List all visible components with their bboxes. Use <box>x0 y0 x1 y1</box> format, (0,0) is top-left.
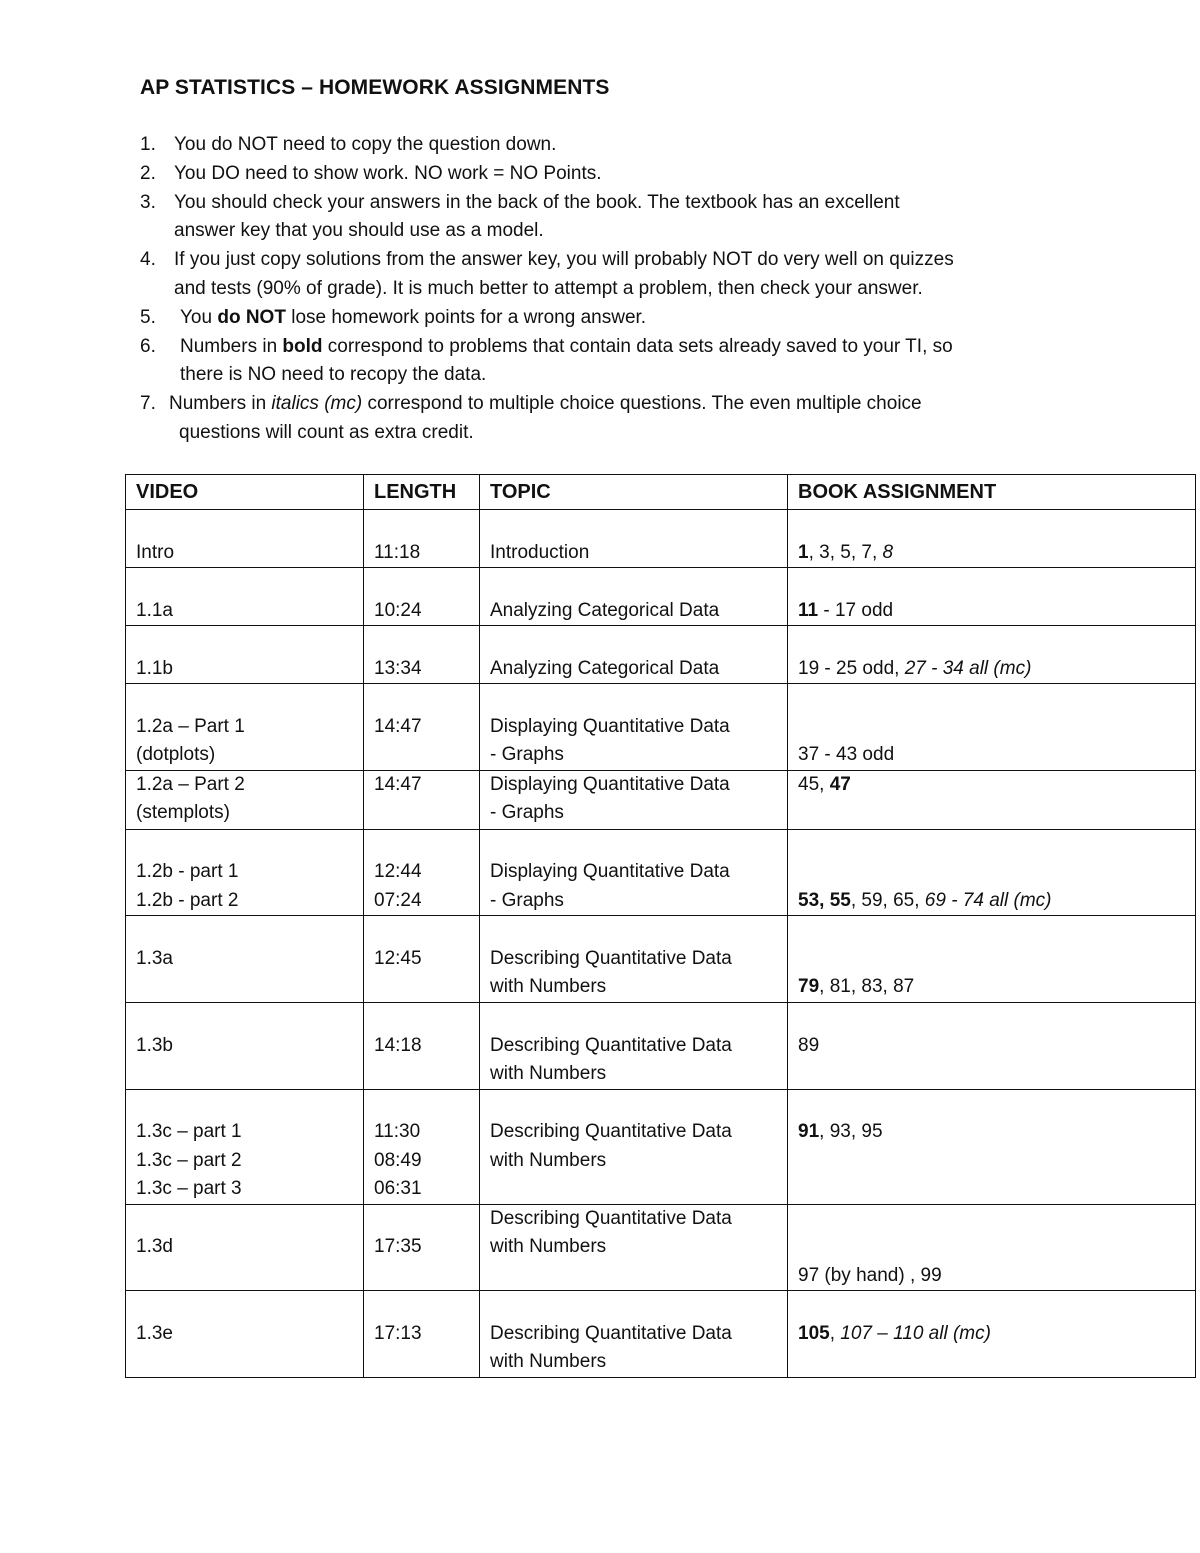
video-label: 1.2a – Part 2 <box>136 773 245 795</box>
assignment-segment: , 81, 83, 87 <box>819 976 915 997</box>
item-number: 1. <box>140 134 156 155</box>
page-title: AP STATISTICS – HOMEWORK ASSIGNMENTS <box>140 76 610 99</box>
assignments-table <box>125 474 1196 1378</box>
length-value: 14:47 <box>374 773 422 795</box>
instruction-item <box>140 160 1080 189</box>
item-text: questions will count as extra credit. <box>179 421 474 443</box>
bold-phrase: bold <box>282 335 323 357</box>
item-number: 3. <box>140 191 156 213</box>
length-cell <box>364 829 480 916</box>
table-row <box>126 568 1196 626</box>
video-cell <box>126 1291 364 1378</box>
video-cell <box>126 770 364 829</box>
topic-text: Describing Quantitative Data <box>490 1034 732 1056</box>
instruction-item <box>140 333 1080 391</box>
table-row <box>126 770 1196 829</box>
assignment-cell <box>788 1291 1196 1378</box>
topic-text: with Numbers <box>490 1149 607 1171</box>
table-row <box>126 829 1196 916</box>
topic-cell <box>480 1204 788 1291</box>
item-text: Numbers in bold correspond to problems that contain data sets already saved to your TI, so <box>180 335 953 357</box>
item-text: If you just copy solutions from the answer key, you will probably NOT do very well on quizzes <box>174 249 954 271</box>
video-label: (stemplots) <box>136 802 230 823</box>
length-cell <box>364 510 480 568</box>
video-label: 1.2b - part 1 <box>136 861 239 882</box>
topic-text: Displaying Quantitative Data <box>490 715 730 737</box>
assignment-segment: 27 - 34 all (mc) <box>904 657 1032 679</box>
assignment-segment: 97 (by hand) , 99 <box>798 1264 942 1286</box>
topic-text: with Numbers <box>490 1063 607 1084</box>
topic-text: - Graphs <box>490 744 564 765</box>
assignment-cell <box>788 916 1196 1003</box>
assignment-segment: 37 - 43 odd <box>798 744 895 765</box>
topic-text: - Graphs <box>490 802 564 823</box>
header-video: VIDEO <box>126 475 364 510</box>
assignment-cell <box>788 1204 1196 1291</box>
topic-cell <box>480 626 788 684</box>
assignment-segment: 91 <box>798 1121 820 1142</box>
assignment-segment: , 93, 95 <box>819 1121 883 1142</box>
topic-text: with Numbers <box>490 1351 607 1372</box>
item-number: 6. <box>140 335 156 357</box>
table-row <box>126 1089 1196 1204</box>
length-value: 12:45 <box>374 947 422 969</box>
topic-text: Introduction <box>490 541 590 563</box>
topic-cell <box>480 770 788 829</box>
video-cell <box>126 1003 364 1090</box>
topic-text: Describing Quantitative Data <box>490 947 732 969</box>
topic-text: with Numbers <box>490 976 607 997</box>
video-label: 1.3c – part 3 <box>136 1178 242 1199</box>
length-cell <box>364 770 480 829</box>
length-cell <box>364 626 480 684</box>
assignment-segment: , 59, 65, <box>850 889 925 911</box>
instruction-item <box>140 189 1080 247</box>
instruction-item <box>140 304 1080 333</box>
assignment-segment: - 17 odd <box>818 599 894 621</box>
assignment-text <box>798 741 1185 770</box>
assignment-segment: 107 – 110 all (mc) <box>840 1322 991 1344</box>
assignment-text <box>798 597 1185 626</box>
assignment-cell <box>788 568 1196 626</box>
assignment-text <box>798 655 1185 684</box>
instruction-item <box>140 131 1080 160</box>
topic-text: Analyzing Categorical Data <box>490 599 720 621</box>
bold-phrase: do NOT <box>217 306 286 328</box>
header-topic: TOPIC <box>480 475 788 510</box>
topic-cell <box>480 568 788 626</box>
video-label: 1.3d <box>136 1236 173 1257</box>
assignment-cell <box>788 684 1196 771</box>
topic-text: Analyzing Categorical Data <box>490 657 720 679</box>
instructions-list <box>140 131 1080 448</box>
table-row <box>126 626 1196 684</box>
video-cell <box>126 829 364 916</box>
length-value: 10:24 <box>374 599 422 621</box>
length-value: 12:44 <box>374 861 422 882</box>
assignment-text <box>798 1262 1185 1291</box>
assignment-segment: 53, 55 <box>798 889 851 911</box>
topic-text: with Numbers <box>490 1236 607 1257</box>
assignment-cell <box>788 1089 1196 1204</box>
video-label: 1.3e <box>136 1322 173 1344</box>
assignment-segment: 79 <box>798 976 820 997</box>
assignment-segment: 19 - 25 odd, <box>798 657 905 679</box>
video-label: 1.3c – part 2 <box>136 1149 242 1171</box>
assignment-segment: 69 - 74 all (mc) <box>924 889 1052 911</box>
table-body <box>126 510 1196 1378</box>
topic-text: - Graphs <box>490 889 564 911</box>
item-text: answer key that you should use as a model. <box>174 220 544 242</box>
item-number: 5. <box>140 306 156 328</box>
instruction-item <box>140 246 1080 304</box>
assignment-text <box>798 973 1185 1002</box>
assignment-text <box>798 771 1185 800</box>
topic-text: Describing Quantitative Data <box>490 1121 732 1142</box>
video-cell <box>126 510 364 568</box>
video-cell <box>126 1089 364 1204</box>
assignment-cell <box>788 510 1196 568</box>
video-label: 1.1b <box>136 657 173 679</box>
assignment-segment: 1 <box>798 541 809 563</box>
table-row <box>126 510 1196 568</box>
length-cell <box>364 1089 480 1204</box>
table-row <box>126 916 1196 1003</box>
header-length: LENGTH <box>364 475 480 510</box>
assignment-cell <box>788 1003 1196 1090</box>
header-book-assignment: BOOK ASSIGNMENT <box>788 475 1196 510</box>
length-cell <box>364 1003 480 1090</box>
italic-phrase: italics (mc) <box>271 393 363 415</box>
video-label: 1.3a <box>136 947 173 969</box>
video-cell <box>126 916 364 1003</box>
assignment-segment: 47 <box>829 773 851 795</box>
item-text: You DO need to show work. NO work = NO Points. <box>174 162 602 184</box>
length-cell <box>364 684 480 771</box>
length-value: 07:24 <box>374 889 422 911</box>
table-row <box>126 1204 1196 1291</box>
length-cell <box>364 1204 480 1291</box>
assignment-text <box>798 539 1185 568</box>
video-cell <box>126 626 364 684</box>
table-header-row <box>126 475 1196 510</box>
topic-text: Displaying Quantitative Data <box>490 773 730 795</box>
item-number: 4. <box>140 249 156 271</box>
video-label: 1.3b <box>136 1034 173 1056</box>
video-label: 1.2b - part 2 <box>136 889 239 911</box>
table-row <box>126 1003 1196 1090</box>
topic-text: Describing Quantitative Data <box>490 1322 732 1344</box>
assignment-segment: 8 <box>882 541 894 563</box>
topic-text: Displaying Quantitative Data <box>490 861 730 882</box>
assignment-text <box>798 887 1185 916</box>
length-value: 06:31 <box>374 1178 422 1199</box>
video-label: (dotplots) <box>136 744 216 765</box>
table-row <box>126 684 1196 771</box>
length-cell <box>364 1291 480 1378</box>
assignment-segment: 105 <box>798 1322 830 1344</box>
item-text: You do NOT lose homework points for a wrong answer. <box>180 306 647 328</box>
topic-cell <box>480 1003 788 1090</box>
assignment-text <box>798 1320 1185 1349</box>
video-label: 1.3c – part 1 <box>136 1121 242 1142</box>
length-cell <box>364 568 480 626</box>
assignment-cell <box>788 626 1196 684</box>
table-row <box>126 1291 1196 1378</box>
assignment-cell <box>788 770 1196 829</box>
length-value: 14:18 <box>374 1034 422 1056</box>
item-text: and tests (90% of grade). It is much better to attempt a problem, then check your answer. <box>174 277 923 299</box>
video-label: Intro <box>136 541 175 563</box>
video-cell <box>126 568 364 626</box>
length-cell <box>364 916 480 1003</box>
item-text: there is NO need to recopy the data. <box>180 364 487 386</box>
length-value: 17:35 <box>374 1236 422 1257</box>
topic-cell <box>480 1089 788 1204</box>
topic-text: Describing Quantitative Data <box>490 1207 732 1229</box>
length-value: 11:30 <box>374 1121 421 1142</box>
video-cell <box>126 1204 364 1291</box>
assignment-segment: 11 <box>798 599 819 621</box>
length-value: 11:18 <box>374 541 421 563</box>
video-label: 1.1a <box>136 599 173 621</box>
topic-cell <box>480 1291 788 1378</box>
topic-cell <box>480 684 788 771</box>
topic-cell <box>480 916 788 1003</box>
length-value: 08:49 <box>374 1149 422 1171</box>
assignment-segment: , 3, 5, 7, <box>808 541 883 563</box>
length-value: 17:13 <box>374 1322 422 1344</box>
item-number: 7. <box>140 393 156 415</box>
assignment-text <box>798 1118 1185 1147</box>
item-text: You do NOT need to copy the question down. <box>174 134 557 155</box>
assignment-text <box>798 1032 1185 1061</box>
instruction-item <box>140 390 1080 448</box>
topic-cell <box>480 510 788 568</box>
length-value: 13:34 <box>374 657 422 679</box>
assignment-segment: 89 <box>798 1034 820 1056</box>
video-label: 1.2a – Part 1 <box>136 715 245 737</box>
assignment-cell <box>788 829 1196 916</box>
video-cell <box>126 684 364 771</box>
topic-cell <box>480 829 788 916</box>
assignment-segment: , <box>829 1322 841 1344</box>
item-text: You should check your answers in the back of the book. The textbook has an excellent <box>174 191 900 213</box>
item-text: Numbers in italics (mc) correspond to multiple choice questions. The even multiple choice <box>169 393 922 415</box>
length-value: 14:47 <box>374 715 422 737</box>
assignment-segment: 45, <box>798 773 830 795</box>
item-number: 2. <box>140 162 156 184</box>
